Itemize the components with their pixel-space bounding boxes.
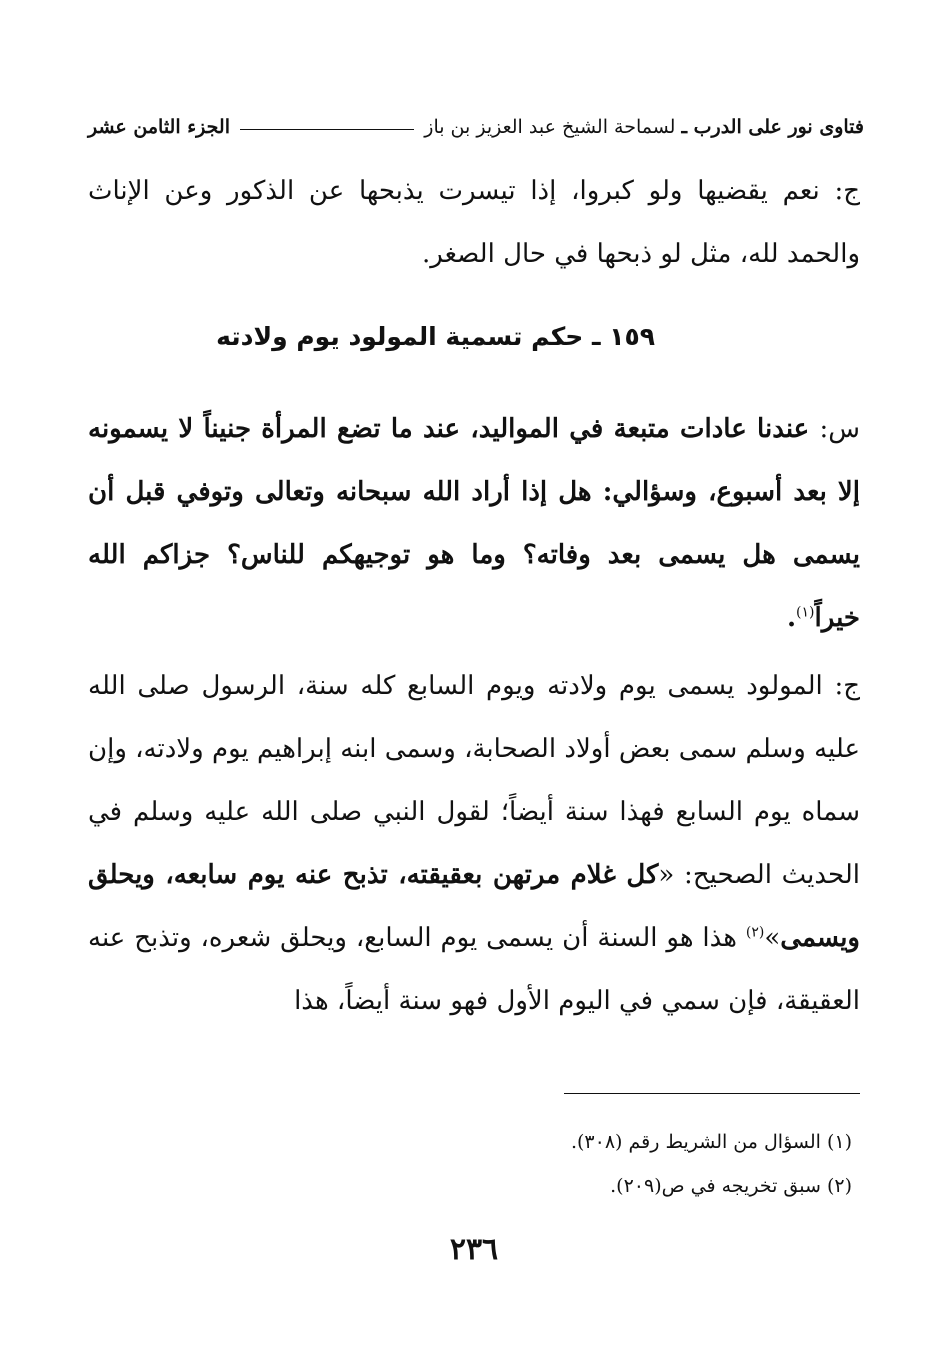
- answer-text-part2: هذا هو السنة أن يسمى يوم السابع، ويحلق شعره، وتذبح عنه العقيقة، فإن سمي في اليوم الأول فهو سنة أيضاً، هذا: [88, 923, 860, 1016]
- page-number: ٢٣٦: [449, 1232, 499, 1267]
- previous-answer-paragraph: ج: نعم يقضيها ولو كبروا، إذا تيسرت يذبحها عن الذكور وعن الإناث والحمد لله، مثل لو ذبحها في حال الصغر.: [88, 176, 860, 269]
- question-text: عندنا عادات متبعة في المواليد، عند ما تضع المرأة جنيناً لا يسمونه إلا بعد أسبوع، وسؤالي: هل إذا أراد الله سبحانه وتعالى وتوفي قبل أن يسمى هل يسمى بعد وفاته؟ وما هو توجيهكم للناس؟ جزاكم الله خيراً: [88, 414, 860, 633]
- question-paragraph: [88, 398, 860, 650]
- running-header: [88, 112, 864, 142]
- footnote-2: (٢) سبق تخريجه في ص(٢٠٩).: [610, 1175, 852, 1197]
- header-rule: [240, 129, 414, 130]
- footnote-ref-2: (٢): [745, 924, 765, 941]
- question-end: .: [786, 603, 797, 633]
- footnote-1: (١) السؤال من الشريط رقم (٣٠٨).: [570, 1131, 852, 1153]
- quote-close: »: [764, 923, 781, 953]
- footnote-ref-1: (١): [796, 604, 815, 621]
- answer-paragraph: [88, 655, 860, 1033]
- section-title: ١٥٩ ـ حكم تسمية المولود يوم ولادته: [216, 322, 655, 351]
- volume-part: الجزء الثامن عشر: [88, 116, 230, 138]
- footnote-separator: [564, 1093, 860, 1094]
- answer-text-part1: المولود يسمى يوم ولادته ويوم السابع كله سنة، الرسول صلى الله عليه وسلم سمى بعض أولاد الصحابة، وسمى ابنه إبراهيم يوم ولادته، وإن سماه يوم السابع فهذا سنة أيضاً؛ لقول النبي صلى الله عليه وسلم في الحديث الصحيح: «: [88, 671, 860, 890]
- question-label: س:: [819, 414, 860, 444]
- hadith-quote: كل غلام مرتهن بعقيقته، تذبح عنه يوم سابعه، ويحلق ويسمى: [88, 860, 860, 953]
- author-name: لسماحة الشيخ عبد العزيز بن باز: [424, 116, 676, 138]
- book-title: فتاوى نور على الدرب ـ: [681, 116, 864, 138]
- answer-label: ج:: [834, 671, 860, 701]
- footnotes: [88, 1120, 852, 1208]
